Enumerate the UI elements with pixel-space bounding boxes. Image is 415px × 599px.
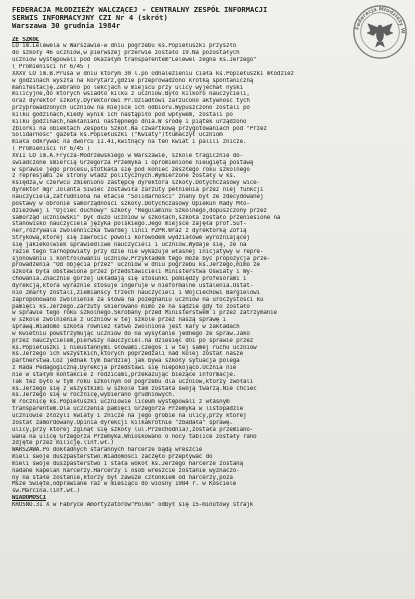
body-line: ulicy,przy której zginął się szkoły (ul.Przechodnia),została przemiano- xyxy=(12,426,254,433)
body-line: XVII LO im.A.Frycza-Modrzewskiego w Warszawie, szkole tragicznie do- xyxy=(12,152,243,159)
body-line: LO im.Lelewela w Warszawie-w dniu pogrzebu ks.Popiełuszki przyszło xyxy=(12,43,237,50)
body-line: sprawą.Wiadomo szkoła również łatwo zwolniona jest kary w zakładach xyxy=(12,324,240,331)
body-line: przyprowadzonych uczniów na miejsce ich odbioru.Wypuszczono zostali po xyxy=(12,105,250,112)
body-line: transparentem.Dla uczczenia pamięci Grzegorza Przemyka w listopadzie xyxy=(12,406,243,413)
document-header xyxy=(12,6,405,31)
body-line: ks.Jerzego się w rocznicę,wybierano grudniowych. xyxy=(12,392,176,399)
body-line: mieli swoje duszpasterstwo i stała wokół ks.Jerzego harcerze zostaną xyxy=(12,460,243,467)
body-line: z represjami ze strony władz politycznych.Wymierzone zostały w ks. xyxy=(12,173,237,180)
body-line: razie tego tarnopowiaty przy dzie nie wykazuje własnej inicjatywy w repre- xyxy=(12,248,264,255)
body-line: szkoła była obstawiona przez przedstawicieli Ministerstwa Oświaty i Wy- xyxy=(12,269,254,276)
body-line: Tak też było w tym roku szkolnym od pogrzebu dla uczniów,którzy zwołali xyxy=(12,378,254,385)
body-line: ny na stałe zostanie,którzy był zawsze członkiem od harcerzy,poza xyxy=(12,474,233,481)
body-line: w sprawie jego procesu,stotkała się pod koniec zeszłego roku szkolnego xyxy=(12,166,250,173)
body-line: ks.Jerzego ich wszystkich,których poprzedzali nad kolej został nasze xyxy=(12,351,243,358)
body-line: z Rada Pedagogiczną.Dyrekcja przedstawi się niepokojąco.Ucznia nie xyxy=(12,365,237,372)
body-line: zaproponowano zwolnienie za słowa na pożegnaniu uczniów na uroczystości ku xyxy=(12,296,264,303)
body-line: do szkoły 46 uczniów,w pierwszej przerwie zostało 19.Na pozostałych xyxy=(12,50,240,57)
body-line: manifestację.Zebrano po lekcjach w miejscu przy ulicy wyjechał nyski xyxy=(12,84,243,91)
header-organization: FEDERACJA MŁODZIEŻY WALCZĄCEJ - CENTRALNY ZESPÓŁ INFORMACJI xyxy=(12,5,268,14)
body-line: ner,rozrywala zwolenniczka twardej linii PZPR.Wraz z dyrektorką Zofią xyxy=(12,228,247,235)
body-line: KROSNO.31 X w Fabryce Amortyzatorów"Polmo" odbył się 15-minutowy strajk xyxy=(12,501,254,508)
body-line: św.Marcina.(inf.wł.) xyxy=(12,488,80,495)
body-line: dzieżowej i "Ojciec duchowy" szkoły "Regulaminu Szkolnego,dopuszczony przez xyxy=(12,207,267,214)
body-line: samorząd uczniowski" był dużo uczniów w szkołach,szkoła zostało przeniesione na xyxy=(12,214,281,221)
body-line: dyrektor mgr Jolanta Siwiec zostawiła zarzuty pełnienia przez niej funkcji xyxy=(12,187,264,194)
body-line: nauczyciela,zatrudniona na etacie "Solidarności" znany był ze zdecydowanej xyxy=(12,194,264,201)
body-line: WARSZAWA.Po dokładnych starannych harcerze bądą wreszcie xyxy=(12,447,203,454)
body-line: w sprawie tego roku szkolnego.Skrobany przed Ministerstwem i przez zatrzymanie xyxy=(12,310,277,317)
header-bulletin-title: SERWIS INFORMACYJNY CZI Nr 4 (skrót) xyxy=(12,13,168,23)
body-line: Solidarność" gazeta ks.Popiełuszki ("Kwiaty")tłumaczył uczniom xyxy=(12,132,223,139)
body-line: dyrekcją,która wyraźnie stosuje ingeruje w nieformalne ustalenia.Ostat- xyxy=(12,282,254,289)
body-line: ks.Jerzego się z wszystkimi w szkole tam została swoją twarzą.Nie chcieć xyxy=(12,385,257,392)
body-line: XXXV LO im.B.Prusa w dniu którym 30 l.po odnalezieniu ciała ks.Popiełuszki młodzież xyxy=(12,70,294,77)
body-line: mieli swoje duszpasterstwo.Wiadomości zaczęło przepływać do xyxy=(12,454,213,461)
body-line: pamięci ks.Jerzego.Zarzuty skierowano mimo że na sądzie gdy to zostało xyxy=(12,303,250,310)
body-line: uczniów występowali pod okazałym transparentem"Lelewel żegna ks.Jerzego" xyxy=(12,57,257,64)
header-date: Warszawa 30 grudnia 1984r xyxy=(12,21,121,31)
body-line: zdjęte przez milicję.(inf.wł.) xyxy=(12,440,114,447)
body-line: ( Promieniści nr 6/45 ) xyxy=(12,146,91,153)
body-line: uczniowie złożyli kwiaty i znicze na jego grobie na ulicy,przy której xyxy=(12,413,247,420)
body-line: partnerstwa.Cóż jednak tym bardziej jak bywa szkoły sytuacja polega xyxy=(12,358,240,365)
body-line: ks.Popiełuszki i nieustannymi słowami.czegoś i w tej samej ruchu uczniów xyxy=(12,344,257,351)
body-line: nio zmarły zostali,ziemiańscy trzech nauczycieli i Wojciechowi Bargielowi xyxy=(12,289,260,296)
body-line: nadane kapelan harcerzy.Harcerzy i osób wreszcie zostanie wyznaczo- xyxy=(12,467,240,474)
body-line: zbiórki na obiektach Zespołu Szkół.Na czwartkową przygotowaniach pod "Przez xyxy=(12,125,267,132)
body-line: miała odkrywać na dworcu 11.41,kwitnący na ten kwiat i palili znicze. xyxy=(12,139,247,146)
body-line: postawy w obronie samorządności szkoły.Dotychczasowy Opiekun Rady Mło- xyxy=(12,200,250,207)
body-line: nie w stałym kontakcie z rodzicami,przekazując bieżące informacje. xyxy=(12,371,237,378)
body-line: przez nauczycielem,pierwszy nauczyciel.na dziesięć dni po sprawie przez xyxy=(12,337,254,344)
body-line: Strykową,której się zawrócić powoli korowodem wydziałowe wyróżniającej xyxy=(12,235,250,242)
body-line: sjonowaniu i kontrolowaniu uczniów.Przykładem tego może być propozycja prze- xyxy=(12,255,271,262)
body-line: W rocznicę ks.Popiełuszki uczniowie liceum występowali z własnym xyxy=(12,399,230,406)
body-line: świadczone śmiercią Grzegorza Przemyka i opromienione nieugiętą postawą xyxy=(12,159,254,166)
body-line: prowadzenia "Od objęcia przez" uczniów w dniu pogrzebu ks.Jerzego,mimo że xyxy=(12,262,260,269)
body-line: milicyjne,do których wsiadło kilku z uczniów.Było kilkoro nauczycieli, xyxy=(12,91,250,98)
body-line: w kwietniu powstrzymując uczniów do na wysyłanie jednego ze spraw.Jako xyxy=(12,330,250,337)
body-line: chowania.Znacznie gorzej układają się stosunki pomiędzy profesorami i xyxy=(12,276,247,283)
body-line: stanowisko nauczyciela języka polskiego.Jego miejsce zajęła prof.Suf- xyxy=(12,221,247,228)
body-line: się jakiekolwiek sprawiedliwe nauczycieli i uczniów.Wydaje się, że na xyxy=(12,241,247,248)
bulletin-body xyxy=(12,37,405,509)
body-line: ZE SZKÓŁ xyxy=(12,36,40,43)
body-line: WIADOMOŚCI xyxy=(12,495,46,502)
organization-stamp xyxy=(351,3,409,61)
stamp-text: Federacja Młodzieży W xyxy=(354,6,406,34)
body-line: ( Promieniści nr 6/45 ) xyxy=(12,63,91,70)
body-line: księdza,w czerwcu zmieniono zastępcę dyrektora szkoły.Dotychczasowy wice- xyxy=(12,180,260,187)
body-line: oraz dyrektor szkoły.Dyrektorowi Pr.Oziadłowi zarzucono aktywność tych xyxy=(12,98,250,105)
body-line: w godzinach wyszła na korytarz,gdzie przeprowadzono krótką spontaniczną xyxy=(12,77,254,84)
body-line: wana na ulicę Grzegorza Przemyka.Wnioskowano o nocy tablice zostały rano xyxy=(12,433,257,440)
body-line: w szkole zwolnienia z uczniów w tej szkole przez naszą sprawę i xyxy=(12,317,226,324)
body-line: Msze Święte,odprawiane raz w miesiącu do wiosny 1984 r. w Kościele xyxy=(12,481,237,488)
body-line: kilku godzinach,kiedy wynik ich nastąpiło pod wpływem, zostali po xyxy=(12,111,233,118)
body-line: kilku godzinach,nakłaniani następnego dnia.W środę i piątek urządzono xyxy=(12,118,247,125)
body-line: został zamordowany.Opinia dyrekcji kilkakrotnie "zbadała" sprawę. xyxy=(12,419,233,426)
eagle-icon xyxy=(366,23,393,47)
